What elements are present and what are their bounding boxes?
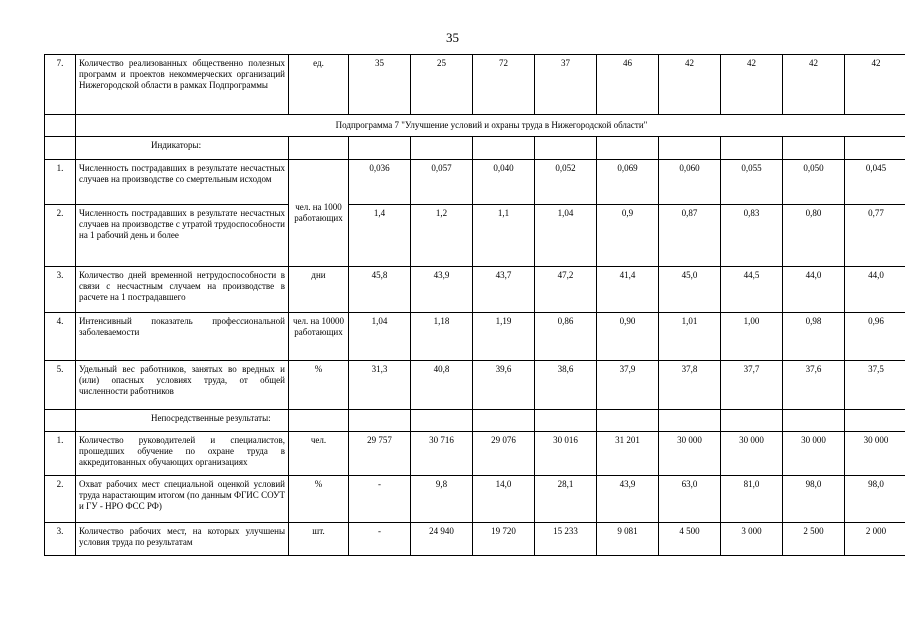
value-cell: 9,8 xyxy=(411,476,473,523)
value-cell: 28,1 xyxy=(535,476,597,523)
row-description: Количество руководителей и специалистов, прошедших обучение по охране труда в аккредитованных обучающих организациях xyxy=(76,432,289,476)
row-number: 1. xyxy=(45,432,76,476)
value-cell: 0,045 xyxy=(845,160,905,205)
empty-cell xyxy=(349,410,411,432)
row-number: 5. xyxy=(45,361,76,410)
row-unit: % xyxy=(289,476,349,523)
empty-cell xyxy=(535,137,597,160)
value-cell: 1,00 xyxy=(721,313,783,361)
value-cell: 30 000 xyxy=(721,432,783,476)
table-row xyxy=(45,55,905,115)
empty-cell xyxy=(845,410,905,432)
empty-cell xyxy=(411,410,473,432)
empty-cell xyxy=(289,410,349,432)
row-number: 4. xyxy=(45,313,76,361)
value-cell: 37,6 xyxy=(783,361,845,410)
value-cell: 1,18 xyxy=(411,313,473,361)
value-cell: 37,9 xyxy=(597,361,659,410)
empty-cell xyxy=(845,137,905,160)
value-cell: 37,8 xyxy=(659,361,721,410)
table-row xyxy=(45,267,905,313)
value-cell: 0,060 xyxy=(659,160,721,205)
value-cell: 0,90 xyxy=(597,313,659,361)
value-cell: 0,83 xyxy=(721,205,783,267)
value-cell: 47,2 xyxy=(535,267,597,313)
value-cell: 72 xyxy=(473,55,535,115)
empty-cell xyxy=(349,137,411,160)
value-cell: 30 716 xyxy=(411,432,473,476)
value-cell: 37,7 xyxy=(721,361,783,410)
value-cell: 0,86 xyxy=(535,313,597,361)
row-description: Интенсивный показатель профессиональной заболеваемости xyxy=(76,313,289,361)
value-cell: 98,0 xyxy=(845,476,905,523)
row-description: Численность пострадавших в результате несчастных случаев на производстве с утратой трудоспособности на 1 рабочий день и более xyxy=(76,205,289,267)
subheading: Непосредственные результаты: xyxy=(76,410,289,432)
empty-cell xyxy=(721,410,783,432)
value-cell: 0,77 xyxy=(845,205,905,267)
table-row xyxy=(45,361,905,410)
table-row xyxy=(45,205,905,267)
value-cell: 30 000 xyxy=(845,432,905,476)
value-cell: 9 081 xyxy=(597,523,659,556)
value-cell: 0,055 xyxy=(721,160,783,205)
value-cell: 1,19 xyxy=(473,313,535,361)
value-cell: 38,6 xyxy=(535,361,597,410)
row-number: 7. xyxy=(45,55,76,115)
value-cell: 98,0 xyxy=(783,476,845,523)
value-cell: 43,7 xyxy=(473,267,535,313)
empty-cell xyxy=(597,137,659,160)
value-cell: 3 000 xyxy=(721,523,783,556)
row-number: 1. xyxy=(45,160,76,205)
subheading-row xyxy=(45,410,905,432)
row-description: Количество рабочих мест, на которых улучшены условия труда по результатам xyxy=(76,523,289,556)
value-cell: 42 xyxy=(783,55,845,115)
value-cell: 2 500 xyxy=(783,523,845,556)
value-cell: 30 016 xyxy=(535,432,597,476)
value-cell: 45,8 xyxy=(349,267,411,313)
empty-cell xyxy=(721,137,783,160)
value-cell: 46 xyxy=(597,55,659,115)
row-unit: ед. xyxy=(289,55,349,115)
indicators-table xyxy=(44,54,905,556)
value-cell: 0,96 xyxy=(845,313,905,361)
empty-cell xyxy=(783,137,845,160)
value-cell: 0,98 xyxy=(783,313,845,361)
value-cell: 4 500 xyxy=(659,523,721,556)
section-title: Подпрограмма 7 "Улучшение условий и охраны труда в Нижегородской области" xyxy=(76,115,905,137)
value-cell: 29 757 xyxy=(349,432,411,476)
value-cell: 81,0 xyxy=(721,476,783,523)
value-cell: 25 xyxy=(411,55,473,115)
value-cell: 45,0 xyxy=(659,267,721,313)
value-cell: 35 xyxy=(349,55,411,115)
table-row xyxy=(45,160,905,205)
value-cell: 1,01 xyxy=(659,313,721,361)
value-cell: 0,036 xyxy=(349,160,411,205)
value-cell: 37,5 xyxy=(845,361,905,410)
value-cell: - xyxy=(349,523,411,556)
row-unit: шт. xyxy=(289,523,349,556)
value-cell: 15 233 xyxy=(535,523,597,556)
value-cell: 63,0 xyxy=(659,476,721,523)
value-cell: 39,6 xyxy=(473,361,535,410)
value-cell: 0,040 xyxy=(473,160,535,205)
empty-cell xyxy=(659,137,721,160)
empty-cell xyxy=(473,410,535,432)
row-unit: чел. на 10000 работающих xyxy=(289,313,349,361)
subheading-row xyxy=(45,137,905,160)
row-description: Удельный вес работников, занятых во вредных и (или) опасных условиях труда, от общей численности работников xyxy=(76,361,289,410)
row-number: 2. xyxy=(45,205,76,267)
value-cell: 31,3 xyxy=(349,361,411,410)
value-cell: 42 xyxy=(659,55,721,115)
value-cell: - xyxy=(349,476,411,523)
value-cell: 31 201 xyxy=(597,432,659,476)
value-cell: 19 720 xyxy=(473,523,535,556)
row-number: 3. xyxy=(45,523,76,556)
row-unit: чел. на 1000 работающих xyxy=(289,160,349,267)
table-row xyxy=(45,523,905,556)
table-row xyxy=(45,476,905,523)
value-cell: 0,80 xyxy=(783,205,845,267)
value-cell: 0,069 xyxy=(597,160,659,205)
value-cell: 41,4 xyxy=(597,267,659,313)
empty-cell xyxy=(473,137,535,160)
row-unit: % xyxy=(289,361,349,410)
value-cell: 40,8 xyxy=(411,361,473,410)
value-cell: 42 xyxy=(845,55,905,115)
empty-cell xyxy=(659,410,721,432)
value-cell: 0,052 xyxy=(535,160,597,205)
value-cell: 44,5 xyxy=(721,267,783,313)
value-cell: 0,050 xyxy=(783,160,845,205)
value-cell: 1,4 xyxy=(349,205,411,267)
row-description: Количество дней временной нетрудоспособности в связи с несчастным случаем на производстве в расчете на 1 пострадавшего xyxy=(76,267,289,313)
empty-cell xyxy=(289,137,349,160)
value-cell: 1,1 xyxy=(473,205,535,267)
row-description: Охват рабочих мест специальной оценкой условий труда нарастающим итогом (по данным ФГИС СОУТ и ГУ - НРО ФСС РФ) xyxy=(76,476,289,523)
section-row xyxy=(45,115,905,137)
value-cell: 0,87 xyxy=(659,205,721,267)
value-cell: 1,04 xyxy=(535,205,597,267)
section-num-cell xyxy=(45,115,76,137)
empty-cell xyxy=(45,410,76,432)
value-cell: 42 xyxy=(721,55,783,115)
value-cell: 44,0 xyxy=(783,267,845,313)
value-cell: 0,9 xyxy=(597,205,659,267)
page-number: 35 xyxy=(446,30,459,45)
row-description: Количество реализованных общественно полезных программ и проектов некоммерческих организаций Нижегородской области в рамках Подпрограммы xyxy=(76,55,289,115)
value-cell: 0,057 xyxy=(411,160,473,205)
value-cell: 43,9 xyxy=(597,476,659,523)
empty-cell xyxy=(45,137,76,160)
subheading: Индикаторы: xyxy=(76,137,289,160)
value-cell: 37 xyxy=(535,55,597,115)
table-row xyxy=(45,432,905,476)
value-cell: 14,0 xyxy=(473,476,535,523)
value-cell: 30 000 xyxy=(783,432,845,476)
value-cell: 1,2 xyxy=(411,205,473,267)
row-number: 2. xyxy=(45,476,76,523)
value-cell: 24 940 xyxy=(411,523,473,556)
empty-cell xyxy=(783,410,845,432)
empty-cell xyxy=(411,137,473,160)
row-description: Численность пострадавших в результате несчастных случаев на производстве со смертельным исходом xyxy=(76,160,289,205)
value-cell: 29 076 xyxy=(473,432,535,476)
row-unit: дни xyxy=(289,267,349,313)
value-cell: 30 000 xyxy=(659,432,721,476)
row-unit: чел. xyxy=(289,432,349,476)
table-row xyxy=(45,313,905,361)
empty-cell xyxy=(535,410,597,432)
value-cell: 43,9 xyxy=(411,267,473,313)
row-number: 3. xyxy=(45,267,76,313)
value-cell: 44,0 xyxy=(845,267,905,313)
value-cell: 1,04 xyxy=(349,313,411,361)
value-cell: 2 000 xyxy=(845,523,905,556)
empty-cell xyxy=(597,410,659,432)
